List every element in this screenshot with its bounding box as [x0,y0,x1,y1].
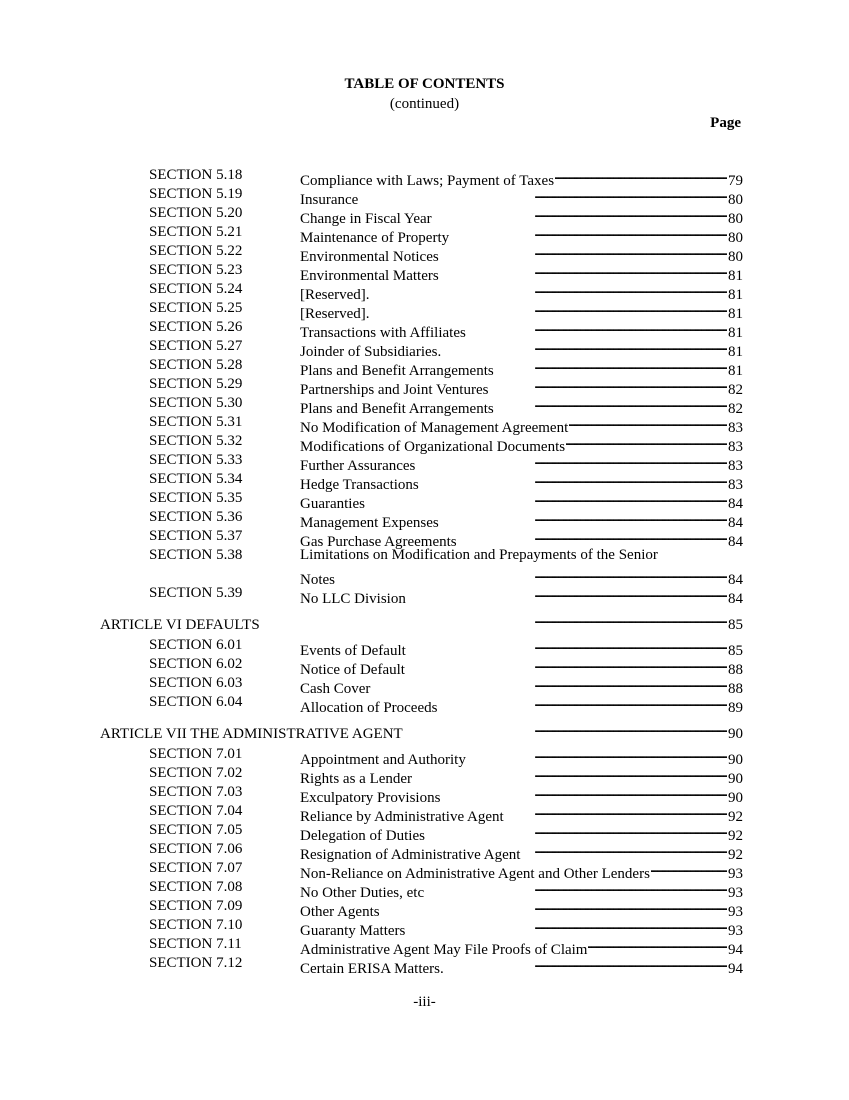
toc-section-row[interactable] [0,242,849,265]
dot-leader [588,935,727,954]
toc-section-row[interactable] [0,489,849,512]
section-title: Appointment and Authority [300,752,466,768]
section-title: Transactions with Affiliates [300,325,466,341]
dot-leader [371,280,727,299]
page-ref: 83 [728,439,743,455]
section-title-line: Limitations on Modification and Prepayments of the Senior [300,547,658,563]
dot-leader [359,185,727,204]
section-number: SECTION 5.24 [149,281,243,297]
dot-leader [467,745,727,764]
page-ref: 84 [728,591,743,607]
toc-section-row[interactable] [0,299,849,322]
page-ref: 92 [728,847,743,863]
toc-section-row[interactable] [0,508,849,531]
section-number: SECTION 5.20 [149,205,243,221]
section-number: SECTION 7.01 [149,746,243,762]
page-ref: 90 [728,790,743,806]
page-ref: 94 [728,942,743,958]
toc-section-row[interactable] [0,916,849,939]
section-title: Further Assurances [300,458,416,474]
page-ref: 93 [728,866,743,882]
section-number: SECTION 5.21 [149,224,243,240]
dot-leader [521,840,727,859]
section-title: [Reserved]. [300,287,370,303]
toc-section-row[interactable] [0,527,849,550]
dot-leader [445,954,727,973]
page-ref: 90 [728,752,743,768]
toc-section-row[interactable] [0,764,849,787]
section-number: SECTION 5.25 [149,300,243,316]
dot-leader [420,470,727,489]
page-ref: 89 [728,700,743,716]
page-ref: 90 [728,771,743,787]
page-ref: 93 [728,923,743,939]
page-number: -iii- [413,994,436,1010]
toc-section-row[interactable] [0,636,849,659]
section-title: Modifications of Organizational Documents [300,439,566,455]
section-title: Exculpatory Provisions [300,790,441,806]
page-ref: 84 [728,572,743,588]
section-number: SECTION 5.38 [149,547,243,563]
section-title: [Reserved]. [300,306,370,322]
dot-leader [651,859,727,878]
dot-leader [413,764,727,783]
section-number: SECTION 5.35 [149,490,243,506]
section-title: Change in Fiscal Year [300,211,432,227]
dot-leader [371,674,727,693]
toc-section-row[interactable] [0,840,849,863]
dot-leader [440,508,727,527]
section-title: Hedge Transactions [300,477,419,493]
page-ref: 84 [728,496,743,512]
section-number: SECTION 7.11 [149,936,242,952]
dot-leader [261,610,727,629]
dot-leader [440,242,727,261]
toc-section-row[interactable] [0,280,849,303]
section-title: Administrative Agent May File Proofs of Claim [300,942,588,958]
dot-leader [569,413,727,432]
dot-leader [366,489,727,508]
page-ref: 83 [728,420,743,436]
section-number: SECTION 5.19 [149,186,243,202]
dot-leader [438,693,727,712]
toc-section-row[interactable] [0,413,849,436]
dot-leader [450,223,727,242]
dot-leader [505,802,727,821]
section-number: SECTION 7.10 [149,917,243,933]
toc-section-row[interactable] [0,546,849,565]
section-number: SECTION 7.07 [149,860,243,876]
section-title: Guaranty Matters [300,923,406,939]
page-ref: 84 [728,515,743,531]
toc-section-row[interactable] [0,394,849,417]
section-title: Insurance [300,192,359,208]
section-title: Plans and Benefit Arrangements [300,401,494,417]
toc-section-row[interactable] [0,897,849,920]
section-number: SECTION 6.01 [149,637,243,653]
section-title: Notice of Default [300,662,405,678]
toc-section-row[interactable] [0,821,849,844]
dot-leader [407,636,727,655]
section-number: SECTION 7.02 [149,765,243,781]
page-ref: 94 [728,961,743,977]
toc-section-row[interactable] [0,693,849,716]
section-number: SECTION 6.02 [149,656,243,672]
section-title: Gas Purchase Agreements [300,534,457,550]
toc-section-row[interactable] [0,859,849,882]
section-number: SECTION 7.04 [149,803,243,819]
dot-leader [404,719,727,738]
dot-leader [406,655,727,674]
page-ref: 92 [728,809,743,825]
dot-leader [407,584,727,603]
section-number: SECTION 5.26 [149,319,243,335]
section-title: Guaranties [300,496,365,512]
dot-leader [381,897,727,916]
toc-section-row[interactable] [0,878,849,901]
section-title: Plans and Benefit Arrangements [300,363,494,379]
section-number: SECTION 5.18 [149,167,243,183]
page-ref: 93 [728,885,743,901]
toc-section-row[interactable] [0,356,849,379]
toc-section-row[interactable] [0,223,849,246]
section-title: Cash Cover [300,681,371,697]
toc-section-row[interactable] [0,204,849,227]
section-title: Notes [300,572,335,588]
page-ref: 92 [728,828,743,844]
toc-section-row[interactable] [0,745,849,768]
dot-leader [566,432,727,451]
section-title: No Other Duties, etc [300,885,425,901]
dot-leader [495,356,727,375]
page-ref: 90 [728,726,743,742]
dot-leader [426,821,727,840]
page-ref: 93 [728,904,743,920]
section-title: Other Agents [300,904,380,920]
section-number: SECTION 5.22 [149,243,243,259]
section-number: SECTION 7.03 [149,784,243,800]
page-ref: 80 [728,249,743,265]
page-ref: 83 [728,458,743,474]
section-title: Allocation of Proceeds [300,700,438,716]
toc-section-row[interactable] [0,451,849,474]
section-title: Environmental Matters [300,268,439,284]
section-title: Management Expenses [300,515,439,531]
toc-section-row[interactable] [0,166,849,189]
page-ref: 81 [728,268,743,284]
section-title: Resignation of Administrative Agent [300,847,521,863]
toc-section-row[interactable] [0,185,849,208]
section-title: Certain ERISA Matters. [300,961,444,977]
section-number: SECTION 7.09 [149,898,243,914]
toc-section-row[interactable] [0,432,849,455]
toc-section-row[interactable] [0,783,849,806]
page-ref: 80 [728,211,743,227]
section-number: SECTION 5.27 [149,338,243,354]
article-title: ARTICLE VII THE ADMINISTRATIVE AGENT [100,726,403,742]
section-title: Joinder of Subsidiaries. [300,344,442,360]
section-title: No Modification of Management Agreement [300,420,569,436]
section-number: SECTION 5.30 [149,395,243,411]
page-ref: 80 [728,230,743,246]
dot-leader [371,299,727,318]
toc-section-row[interactable] [0,935,849,958]
dot-leader [416,451,727,470]
section-number: SECTION 7.12 [149,955,243,971]
toc-section-row[interactable] [0,261,849,284]
toc-section-row[interactable] [0,470,849,493]
dot-leader [555,166,727,185]
toc-section-row[interactable] [0,954,849,977]
dot-leader [406,916,727,935]
section-number: SECTION 6.04 [149,694,243,710]
section-number: SECTION 5.37 [149,528,243,544]
section-title: Delegation of Duties [300,828,425,844]
page-ref: 81 [728,306,743,322]
page-ref: 88 [728,681,743,697]
toc-section-row[interactable] [0,674,849,697]
section-title: Maintenance of Property [300,230,450,246]
page-ref: 81 [728,325,743,341]
dot-leader [495,394,727,413]
page-ref: 85 [728,617,743,633]
section-number: SECTION 7.08 [149,879,243,895]
dot-leader [425,878,727,897]
section-number: SECTION 7.06 [149,841,243,857]
dot-leader [433,204,727,223]
page-ref: 84 [728,534,743,550]
toc-section-row-continued[interactable] [0,565,849,588]
section-number: SECTION 7.05 [149,822,243,838]
page-ref: 82 [728,382,743,398]
dot-leader [458,527,727,546]
toc-section-row[interactable] [0,337,849,360]
toc-article-row[interactable] [0,610,849,633]
section-number: SECTION 5.31 [149,414,243,430]
section-title: Reliance by Administrative Agent [300,809,504,825]
dot-leader [489,375,727,394]
page-ref: 88 [728,662,743,678]
section-number: SECTION 5.23 [149,262,243,278]
section-number: SECTION 5.33 [149,452,243,468]
page-ref: 83 [728,477,743,493]
dot-leader [336,565,727,584]
page-column-header: Page [710,115,741,131]
dot-leader [442,337,727,356]
section-number: SECTION 6.03 [149,675,243,691]
section-number: SECTION 5.39 [149,585,243,601]
table-of-contents [0,166,849,977]
article-title: ARTICLE VI DEFAULTS [100,617,260,633]
toc-section-row[interactable] [0,655,849,678]
section-title: Rights as a Lender [300,771,413,787]
section-number: SECTION 5.28 [149,357,243,373]
section-title: No LLC Division [300,591,406,607]
page-ref: 82 [728,401,743,417]
dot-leader [440,261,727,280]
section-number: SECTION 5.32 [149,433,243,449]
toc-section-row[interactable] [0,584,849,607]
section-title: Compliance with Laws; Payment of Taxes [300,173,555,189]
toc-section-row[interactable] [0,318,849,341]
section-number: SECTION 5.34 [149,471,243,487]
section-number: SECTION 5.29 [149,376,243,392]
toc-subtitle: (continued) [389,96,460,112]
section-title: Non-Reliance on Administrative Agent and Other Lenders [300,866,650,882]
page-ref: 85 [728,643,743,659]
toc-section-row[interactable] [0,802,849,825]
page-ref: 81 [728,363,743,379]
section-title: Partnerships and Joint Ventures [300,382,489,398]
page-ref: 79 [728,173,743,189]
section-title: Environmental Notices [300,249,439,265]
page-ref: 81 [728,344,743,360]
page-ref: 81 [728,287,743,303]
dot-leader [441,783,727,802]
toc-section-row[interactable] [0,375,849,398]
section-number: SECTION 5.36 [149,509,243,525]
toc-article-row[interactable] [0,719,849,742]
dot-leader [467,318,727,337]
page-ref: 80 [728,192,743,208]
section-title: Events of Default [300,643,406,659]
toc-title: TABLE OF CONTENTS [344,76,505,92]
